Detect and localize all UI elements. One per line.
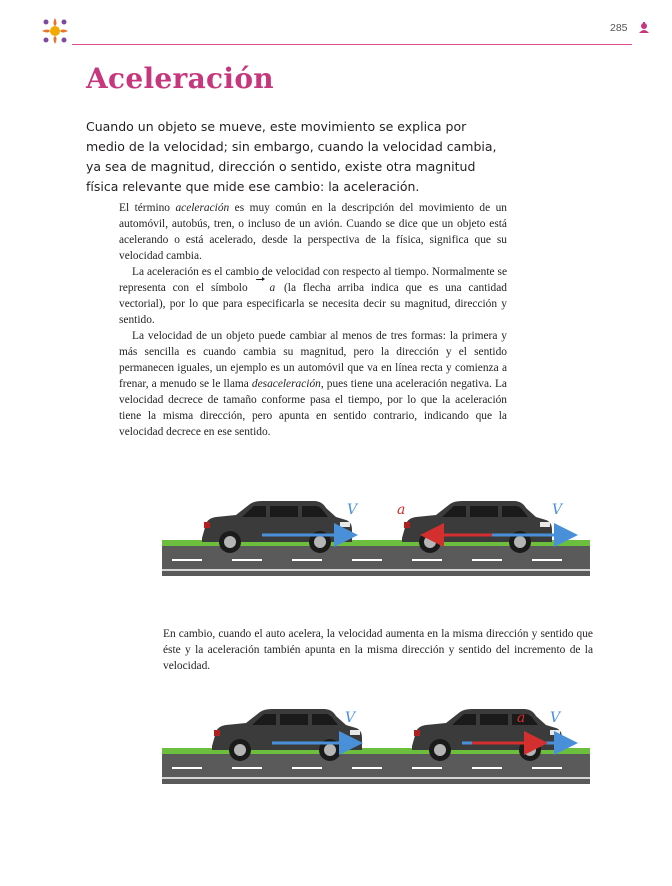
page-title: Aceleración bbox=[86, 62, 274, 95]
header-rule bbox=[72, 44, 632, 45]
velocity-label-1: V bbox=[347, 502, 358, 518]
velocity-label-3: V bbox=[345, 710, 356, 726]
acceleration-paragraph: En cambio, cuando el auto acelera, la velocidad aumenta en la misma dirección y sentido que éste y la aceleración también apunta en la misma dirección y sentido del incremento de la velocidad. bbox=[163, 628, 593, 672]
paragraph-1 bbox=[119, 200, 507, 264]
paragraph-3 bbox=[119, 328, 507, 440]
acceleration-label-2: a bbox=[517, 710, 526, 726]
paragraph-1-text-a: El término bbox=[119, 202, 176, 214]
body-text bbox=[119, 200, 507, 440]
sun-logo-icon bbox=[40, 16, 70, 46]
paragraph-3-text-b: , pues tiene una aceleración negativa. La velocidad decrece de tamaño conforme pasa el tiempo, por lo que la aceleración tiene la misma dirección, pero apunta en sentido contrario, indicando que la velocidad decrece en ese sentido. bbox=[119, 378, 507, 438]
paragraph-2-text-a: La aceleración es el cambio de velocidad con respecto al tiempo. Normalmente se representa con el símbolo bbox=[119, 266, 507, 294]
acceleration-illustration bbox=[162, 698, 590, 798]
term-desaceleracion: desaceleración bbox=[251, 378, 321, 390]
paragraph-1-text-b: es muy común en la descripción del movimiento de un automóvil, autobús, tren, o incluso de un avión. Cuando se dice que un objeto está acelerando o está acelerado, desde la perspectiva de la física, significa que su velocidad cambia. bbox=[119, 202, 507, 262]
paragraph-3-text-a: La velocidad de un objeto puede cambiar al menos de tres formas: la primera y más sencilla es cuando cambia su magnitud, pero la dirección y el sentido permanecen iguales, un ejemplo es un automóvil que va en línea recta y comienza a frenar, a menudo se le llama bbox=[119, 330, 507, 390]
deceleration-illustration bbox=[162, 490, 590, 590]
term-aceleracion: aceleración bbox=[175, 202, 230, 214]
ornament-icon bbox=[637, 21, 651, 35]
vector-a-symbol: a bbox=[254, 280, 277, 296]
paragraph-2 bbox=[119, 264, 507, 328]
page-number: 285 bbox=[610, 22, 628, 34]
intro-paragraph: Cuando un objeto se mueve, este movimiento se explica por medio de la velocidad; sin embargo, cuando la velocidad cambia, ya sea de magnitud, dirección o sentido, existe otra magnitud física relevante que mide ese cambio: la aceleración. bbox=[86, 119, 497, 194]
velocity-label-2: V bbox=[552, 502, 563, 518]
acceleration-label-1: a bbox=[397, 502, 406, 518]
paragraph-2-text-b: (la flecha arriba indica que es una cantidad vectorial), por lo que para especificarla se necesita decir su magnitud, dirección y sentido. bbox=[119, 282, 507, 326]
velocity-label-4: V bbox=[550, 710, 561, 726]
